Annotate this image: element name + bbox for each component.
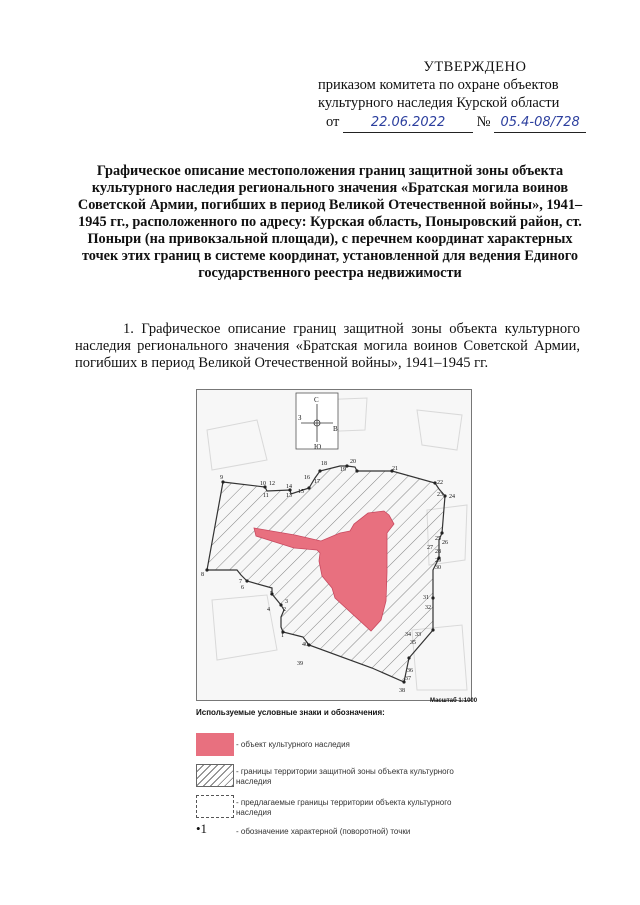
point-label: 25	[435, 536, 441, 542]
legend-symbol-zone	[196, 764, 234, 787]
compass-west: З	[298, 414, 302, 422]
approval-block	[300, 58, 620, 133]
point-label: 26	[442, 540, 448, 546]
point-label: 37	[405, 676, 411, 682]
point-label: 24	[449, 494, 455, 500]
legend-symbol-object	[196, 733, 234, 756]
point-label: 34	[405, 632, 411, 638]
date-prefix: от	[326, 114, 340, 130]
point-label: 17	[314, 479, 320, 485]
paragraph-number: 1.	[123, 321, 134, 337]
paragraph-1	[75, 321, 580, 372]
point-label: 20	[350, 459, 356, 465]
approval-number: 05.4-08/728	[494, 114, 586, 133]
point-label: 11	[263, 493, 269, 499]
point-label: 8	[201, 572, 204, 578]
approval-line-2: культурного наследия Курской области	[318, 95, 560, 111]
point-label: 1	[281, 633, 284, 639]
point-label: 30	[435, 565, 441, 571]
legend-title: Используемые условные знаки и обозначения:	[196, 708, 385, 717]
point-label: 36	[407, 668, 413, 674]
approval-date-line	[300, 113, 620, 133]
point-label: 22	[437, 480, 443, 486]
compass-east: В	[333, 425, 338, 433]
point-label: 12	[269, 481, 275, 487]
point-label: 19	[340, 467, 346, 473]
point-label: 21	[392, 466, 398, 472]
approval-heading: УТВЕРЖДЕНО	[423, 59, 527, 75]
point-label: 13	[286, 493, 292, 499]
legend-text: - предлагаемые границы территории объекта культурного наследия	[236, 798, 452, 817]
legend-text: - обозначение характерной (поворотной) точки	[236, 827, 411, 836]
point-label: 15	[298, 489, 304, 495]
document-title: Графическое описание местоположения границ защитной зоны объекта культурного наследия регионального значения «Братская могила воинов Советской Армии, погибших в период Великой Отечественной войны», 1941–1945 гг., расположенного по адресу: Курская область, Поныровский район, ст. Поныри (на привокзальной площади), с перечнем координат характерных точек этих границ в системе координат, установленной для ведения Единого государственного реестра недвижимости	[77, 163, 583, 281]
point-label: 7	[239, 579, 242, 585]
point-label: 9	[220, 475, 223, 481]
site-map-svg	[197, 390, 471, 700]
point-label: 38	[399, 688, 405, 694]
point-label: 3	[285, 599, 288, 605]
site-map	[196, 389, 472, 701]
number-prefix: №	[476, 114, 491, 130]
point-label: 35	[410, 640, 416, 646]
point-label: 29	[435, 558, 441, 564]
legend-text: - границы территории защитной зоны объекта культурного наследия	[236, 767, 454, 786]
paragraph-text: Графическое описание границ защитной зоны объекта культурного наследия регионального значения «Братская могила воинов Советской Армии, погибших в период Великой Отечественной войны», 1941–1945 гг.	[75, 321, 580, 371]
point-label: 14	[286, 484, 292, 490]
point-label: 5	[270, 591, 273, 597]
map-scale: Масштаб 1:1000	[430, 698, 478, 704]
point-label: 32	[425, 605, 431, 611]
point-label: 31	[423, 595, 429, 601]
point-label: 4	[267, 607, 270, 613]
point-label: 33	[415, 632, 421, 638]
legend-symbol-point: •1	[196, 821, 208, 836]
point-label: 28	[435, 549, 441, 555]
approval-line-1: приказом комитета по охране объектов	[318, 77, 559, 93]
point-label: 16	[304, 475, 310, 481]
point-label: 6	[241, 585, 244, 591]
point-label: 27	[427, 545, 433, 551]
legend-text: - объект культурного наследия	[236, 740, 350, 749]
legend-symbol-proposed	[196, 795, 234, 818]
point-label: 2	[283, 607, 286, 613]
compass	[296, 393, 338, 451]
point-label: 40	[302, 642, 308, 648]
approval-date: 22.06.2022	[343, 114, 473, 133]
point-label: 23	[437, 492, 443, 498]
compass-south: Ю	[314, 443, 322, 451]
point-label: 10	[260, 481, 266, 487]
compass-north: С	[314, 396, 319, 404]
point-label: 18	[321, 461, 327, 467]
point-label: 39	[297, 661, 303, 667]
